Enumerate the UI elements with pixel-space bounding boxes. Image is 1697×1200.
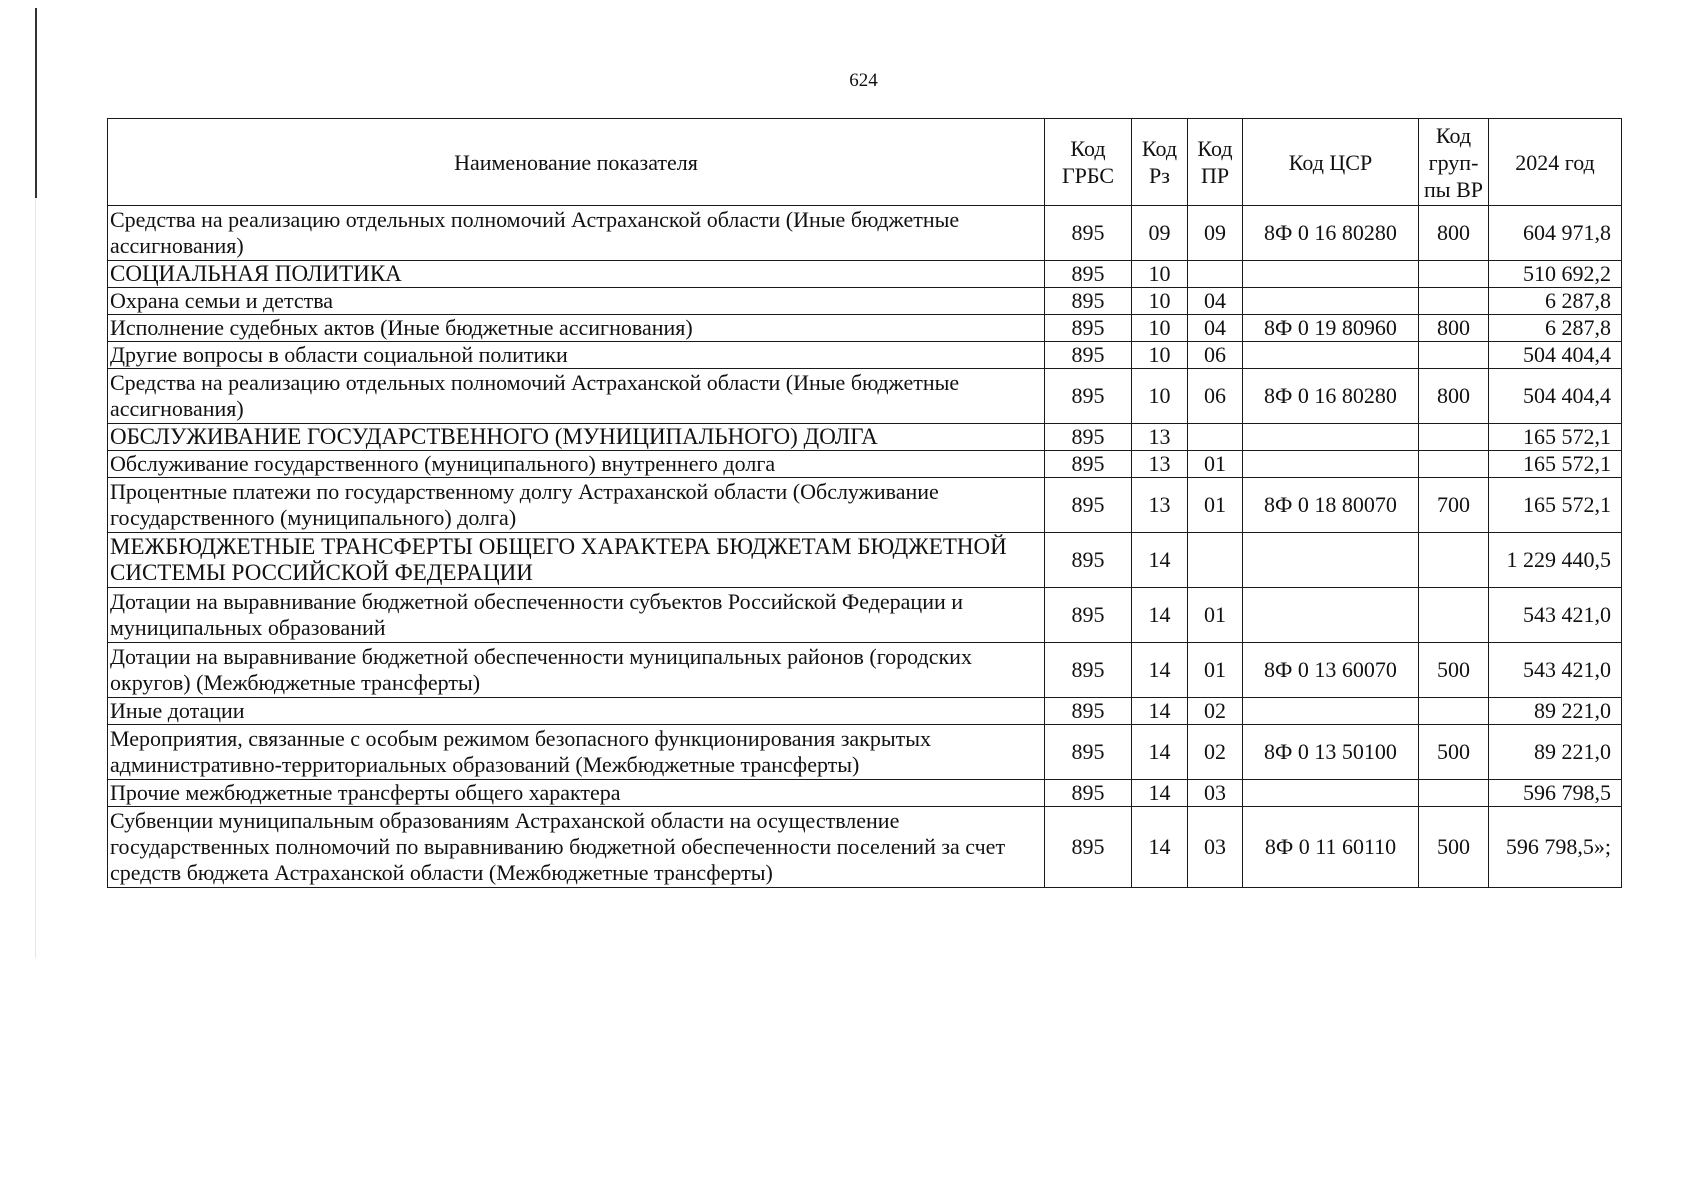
header-name: Наименование показателя <box>108 119 1045 206</box>
row-rz: 14 <box>1132 725 1188 780</box>
row-grbs: 895 <box>1045 451 1132 478</box>
table-row <box>108 369 1622 424</box>
row-vr <box>1419 588 1489 643</box>
row-pr: 01 <box>1188 478 1243 533</box>
row-name: СОЦИАЛЬНАЯ ПОЛИТИКА <box>108 261 1045 288</box>
row-amount: 543 421,0 <box>1489 588 1622 643</box>
table-row <box>108 342 1622 369</box>
row-csr <box>1243 424 1419 451</box>
row-name: МЕЖБЮДЖЕТНЫЕ ТРАНСФЕРТЫ ОБЩЕГО ХАРАКТЕРА БЮДЖЕТАМ БЮДЖЕТНОЙ СИСТЕМЫ РОССИЙСКОЙ ФЕДЕРАЦИИ <box>108 533 1045 588</box>
row-rz: 13 <box>1132 451 1188 478</box>
budget-table <box>107 118 1622 888</box>
row-name: Прочие межбюджетные трансферты общего характера <box>108 780 1045 807</box>
row-rz: 13 <box>1132 478 1188 533</box>
row-pr: 09 <box>1188 206 1243 261</box>
row-name: ОБСЛУЖИВАНИЕ ГОСУДАРСТВЕННОГО (МУНИЦИПАЛЬНОГО) ДОЛГА <box>108 424 1045 451</box>
row-rz: 14 <box>1132 807 1188 888</box>
row-grbs: 895 <box>1045 369 1132 424</box>
header-row <box>108 119 1622 206</box>
table-row <box>108 780 1622 807</box>
table-row <box>108 807 1622 888</box>
row-vr <box>1419 451 1489 478</box>
row-rz: 10 <box>1132 315 1188 342</box>
row-amount: 504 404,4 <box>1489 342 1622 369</box>
row-csr <box>1243 261 1419 288</box>
row-rz: 10 <box>1132 288 1188 315</box>
row-pr: 01 <box>1188 451 1243 478</box>
row-grbs: 895 <box>1045 588 1132 643</box>
row-pr: 01 <box>1188 643 1243 698</box>
row-amount: 6 287,8 <box>1489 288 1622 315</box>
row-pr <box>1188 424 1243 451</box>
row-vr <box>1419 780 1489 807</box>
row-grbs: 895 <box>1045 342 1132 369</box>
row-vr <box>1419 533 1489 588</box>
row-name: Средства на реализацию отдельных полномочий Астраханской области (Иные бюджетные ассигнования) <box>108 369 1045 424</box>
row-vr: 500 <box>1419 807 1489 888</box>
row-rz: 13 <box>1132 424 1188 451</box>
table-row <box>108 424 1622 451</box>
row-grbs: 895 <box>1045 315 1132 342</box>
row-rz: 14 <box>1132 698 1188 725</box>
row-grbs: 895 <box>1045 780 1132 807</box>
row-pr: 04 <box>1188 315 1243 342</box>
row-pr: 04 <box>1188 288 1243 315</box>
row-name: Иные дотации <box>108 698 1045 725</box>
row-vr <box>1419 261 1489 288</box>
row-grbs: 895 <box>1045 533 1132 588</box>
row-name: Субвенции муниципальным образованиям Астраханской области на осуществление государственных полномочий по выравниванию бюджетной обеспеченности поселений за счет средств бюджета Астраханской области (Межбюджетные трансферты) <box>108 807 1045 888</box>
table-row <box>108 533 1622 588</box>
row-name: Дотации на выравнивание бюджетной обеспеченности субъектов Российской Федерации и муниципальных образований <box>108 588 1045 643</box>
row-grbs: 895 <box>1045 206 1132 261</box>
table-row <box>108 588 1622 643</box>
table-row <box>108 725 1622 780</box>
row-csr <box>1243 288 1419 315</box>
table-row <box>108 206 1622 261</box>
table-row <box>108 698 1622 725</box>
table-row <box>108 478 1622 533</box>
row-csr <box>1243 342 1419 369</box>
row-csr: 8Ф 0 13 60070 <box>1243 643 1419 698</box>
row-pr: 02 <box>1188 725 1243 780</box>
row-grbs: 895 <box>1045 288 1132 315</box>
row-vr: 500 <box>1419 643 1489 698</box>
row-name: Исполнение судебных актов (Иные бюджетные ассигнования) <box>108 315 1045 342</box>
row-grbs: 895 <box>1045 261 1132 288</box>
row-vr: 800 <box>1419 206 1489 261</box>
row-csr <box>1243 780 1419 807</box>
row-rz: 10 <box>1132 261 1188 288</box>
header-pr: Код ПР <box>1188 119 1243 206</box>
row-csr: 8Ф 0 16 80280 <box>1243 206 1419 261</box>
row-grbs: 895 <box>1045 424 1132 451</box>
row-amount: 6 287,8 <box>1489 315 1622 342</box>
row-rz: 14 <box>1132 780 1188 807</box>
row-rz: 09 <box>1132 206 1188 261</box>
table-row <box>108 643 1622 698</box>
row-name: Охрана семьи и детства <box>108 288 1045 315</box>
row-csr: 8Ф 0 13 50100 <box>1243 725 1419 780</box>
row-name: Дотации на выравнивание бюджетной обеспеченности муниципальных районов (городских округов) (Межбюджетные трансферты) <box>108 643 1045 698</box>
table-row <box>108 261 1622 288</box>
row-csr: 8Ф 0 16 80280 <box>1243 369 1419 424</box>
row-csr <box>1243 533 1419 588</box>
row-name: Средства на реализацию отдельных полномочий Астраханской области (Иные бюджетные ассигнования) <box>108 206 1045 261</box>
row-pr: 06 <box>1188 369 1243 424</box>
row-vr <box>1419 342 1489 369</box>
row-pr: 02 <box>1188 698 1243 725</box>
row-pr: 06 <box>1188 342 1243 369</box>
row-csr: 8Ф 0 18 80070 <box>1243 478 1419 533</box>
margin-rule-faint <box>35 198 36 958</box>
row-grbs: 895 <box>1045 643 1132 698</box>
row-amount: 89 221,0 <box>1489 725 1622 780</box>
row-csr: 8Ф 0 19 80960 <box>1243 315 1419 342</box>
row-amount: 604 971,8 <box>1489 206 1622 261</box>
header-vr: Код груп- пы ВР <box>1419 119 1489 206</box>
row-amount: 165 572,1 <box>1489 478 1622 533</box>
table-row <box>108 288 1622 315</box>
row-grbs: 895 <box>1045 725 1132 780</box>
row-csr <box>1243 698 1419 725</box>
row-csr <box>1243 451 1419 478</box>
row-csr: 8Ф 0 11 60110 <box>1243 807 1419 888</box>
row-grbs: 895 <box>1045 807 1132 888</box>
header-grbs: Код ГРБС <box>1045 119 1132 206</box>
row-vr: 700 <box>1419 478 1489 533</box>
row-vr <box>1419 424 1489 451</box>
row-name: Другие вопросы в области социальной политики <box>108 342 1045 369</box>
row-vr: 500 <box>1419 725 1489 780</box>
row-vr <box>1419 288 1489 315</box>
row-amount: 1 229 440,5 <box>1489 533 1622 588</box>
row-pr: 03 <box>1188 780 1243 807</box>
page-number: 624 <box>849 70 878 91</box>
row-rz: 14 <box>1132 588 1188 643</box>
table-row <box>108 451 1622 478</box>
row-vr <box>1419 698 1489 725</box>
row-name: Обслуживание государственного (муниципального) внутреннего долга <box>108 451 1045 478</box>
row-amount: 543 421,0 <box>1489 643 1622 698</box>
row-amount: 165 572,1 <box>1489 424 1622 451</box>
row-vr: 800 <box>1419 315 1489 342</box>
row-amount: 89 221,0 <box>1489 698 1622 725</box>
row-pr <box>1188 533 1243 588</box>
row-rz: 14 <box>1132 533 1188 588</box>
table-row <box>108 315 1622 342</box>
row-name: Мероприятия, связанные с особым режимом безопасного функционирования закрытых административно-территориальных образований (Межбюджетные трансферты) <box>108 725 1045 780</box>
row-csr <box>1243 588 1419 643</box>
header-csr: Код ЦСР <box>1243 119 1419 206</box>
row-rz: 14 <box>1132 643 1188 698</box>
row-amount: 504 404,4 <box>1489 369 1622 424</box>
row-pr: 03 <box>1188 807 1243 888</box>
row-pr: 01 <box>1188 588 1243 643</box>
margin-rule <box>35 8 37 198</box>
row-name: Процентные платежи по государственному долгу Астраханской области (Обслуживание государственного (муниципального) долга) <box>108 478 1045 533</box>
header-year: 2024 год <box>1489 119 1622 206</box>
row-grbs: 895 <box>1045 478 1132 533</box>
row-amount: 596 798,5 <box>1489 780 1622 807</box>
row-grbs: 895 <box>1045 698 1132 725</box>
row-pr <box>1188 261 1243 288</box>
row-rz: 10 <box>1132 342 1188 369</box>
row-vr: 800 <box>1419 369 1489 424</box>
row-rz: 10 <box>1132 369 1188 424</box>
row-amount: 596 798,5»; <box>1489 807 1622 888</box>
header-rz: Код Рз <box>1132 119 1188 206</box>
row-amount: 165 572,1 <box>1489 451 1622 478</box>
row-amount: 510 692,2 <box>1489 261 1622 288</box>
